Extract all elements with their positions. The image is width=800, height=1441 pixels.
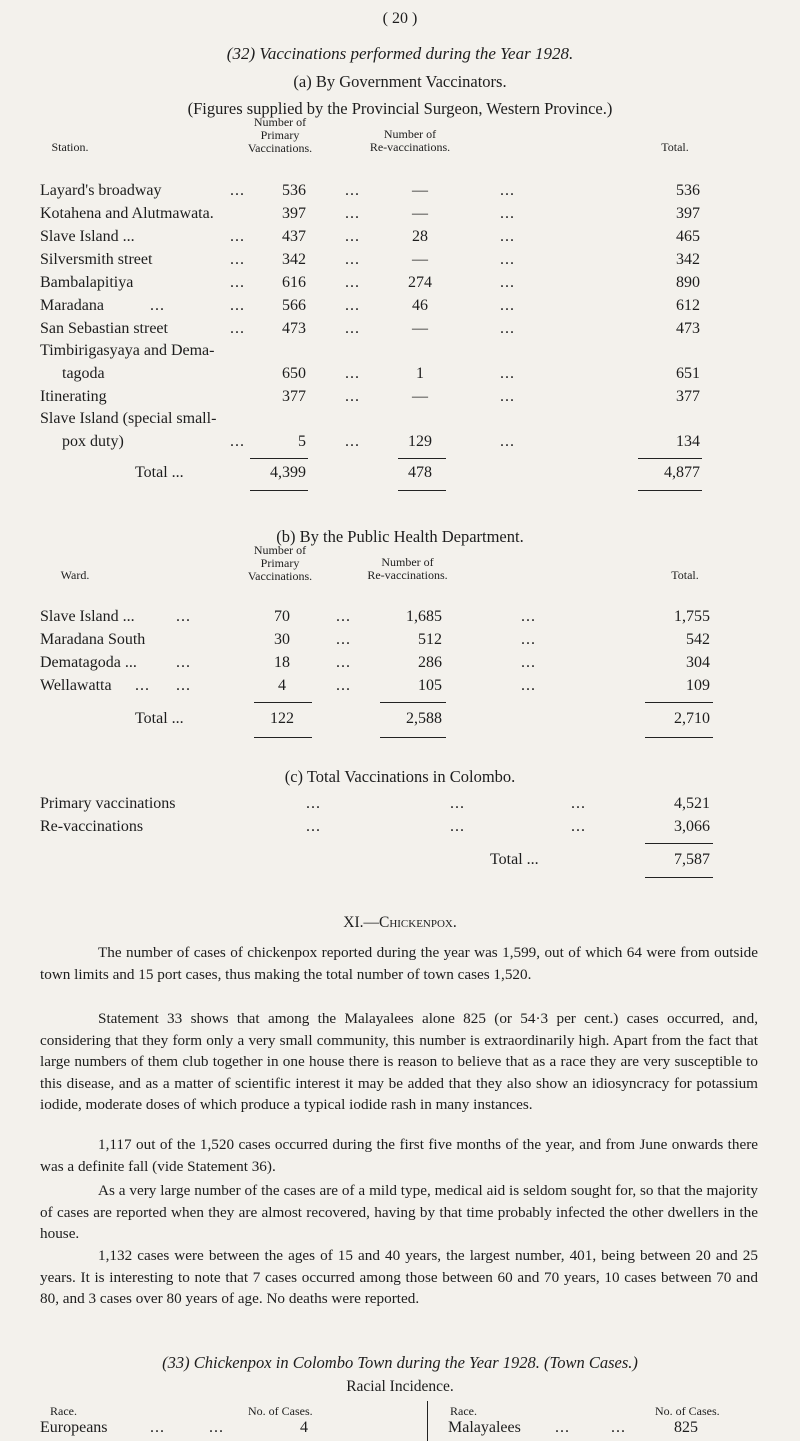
col-header-revacc: Number of Re-vaccinations. (367, 555, 448, 582)
rule (250, 458, 308, 459)
paragraph: The number of cases of chickenpox reported during the year was 1,599, out of which 64 were from outside town limits and 15 port cases, thus making the total number of town cases 1,520. (40, 944, 758, 983)
total-primary: 122 (270, 710, 294, 727)
row-total: 109 (686, 677, 710, 694)
table-row-label-line (0, 342, 800, 364)
table-row: Itinerating 377 ... — ... 377 (40, 388, 700, 405)
row-label: Maradana (40, 297, 104, 314)
row-primary: 536 (282, 182, 306, 199)
col-header-race: Race. (50, 1404, 77, 1418)
row-total: 377 (676, 388, 700, 405)
col-header-primary: Number of Primary Vaccinations. (247, 115, 313, 155)
rule (250, 490, 308, 491)
col-header-cases: No. of Cases. (248, 1404, 313, 1418)
row-revacc: 129 (408, 433, 432, 450)
row-revacc: 1 (416, 365, 424, 382)
row-value: 4,521 (674, 795, 710, 812)
section-c-title: (c) Total Vaccinations in Colombo. (284, 767, 516, 786)
total-primary: 4,399 (270, 464, 306, 481)
row-primary: 4 (278, 677, 286, 694)
row-label: Maradana South (40, 631, 146, 648)
row-total: 890 (676, 274, 700, 291)
row-revacc: 1,685 (406, 608, 442, 625)
row-total: 342 (676, 251, 700, 268)
race-name: Europeans (40, 1419, 108, 1436)
row-label: Bambalapitiya (40, 274, 134, 291)
row-label: Dematagoda ... (40, 654, 137, 671)
row-total: 134 (676, 433, 700, 450)
col-header-revacc: Number of Re-vaccinations. (369, 127, 451, 154)
row-label: pox duty) (62, 433, 124, 450)
rule (380, 702, 446, 703)
paragraph: As a very large number of the cases are of a mild type, medical aid is seldom sought for, so that the majority of cases are reported when they are almost recovered, having by that time probably infected the other dwellers in the house. (40, 1182, 758, 1242)
col-header-primary: Number of Primary Vaccinations. (247, 543, 313, 583)
row-primary: 30 (274, 631, 290, 648)
row-label: Slave Island ... (40, 608, 135, 625)
row-revacc: — (412, 388, 428, 405)
row-total: 1,755 (674, 608, 710, 625)
row-total: 473 (676, 320, 700, 337)
table-row: Maradana ... ... 566 ... 46 ... 612 (40, 297, 700, 314)
total-total: 4,877 (664, 464, 700, 481)
rule (398, 458, 446, 459)
rule (638, 490, 702, 491)
row-revacc: 274 (408, 274, 432, 291)
row-primary: 70 (274, 608, 290, 625)
row-label: San Sebastian street (40, 320, 168, 337)
table-row: Primary vaccinations ... ... ... 4,521 (40, 795, 710, 812)
page-number: ( 20 ) (382, 10, 418, 27)
row-primary: 342 (282, 251, 306, 268)
table-row: Kotahena and Alutmawata. 397 ... — ... 397 (40, 205, 700, 222)
table-row: Re-vaccinations ... ... ... 3,066 (40, 818, 710, 835)
row-total: 536 (676, 182, 700, 199)
table-row: Wellawatta ... ... 4 ... 105 ... 109 (40, 677, 710, 694)
total-label: Total ... (135, 710, 184, 727)
row-revacc: — (412, 182, 428, 199)
row-primary: 616 (282, 274, 306, 291)
row-primary: 18 (274, 654, 290, 671)
total-revacc: 2,588 (406, 710, 442, 727)
col-header-race-right: Race. (450, 1404, 477, 1418)
table-row: Dematagoda ... ... 18 ... 286 ... 304 (40, 654, 710, 671)
paragraph: Statement 33 shows that among the Malayalees alone 825 (or 54·3 per cent.) cases occurred, and, considering that they form only a very small community, this number is extraordinarily high. Apart from the fact that large numbers of them club together in one house there is reason to believe that as a race they are very susceptible to this disease, and as a matter of scientific interest it may be added that they also show an idiosyncracy for potassium iodide, moderate doses of which produce a typical iodide rash in many instances. (40, 1010, 758, 1113)
row-revacc: — (412, 251, 428, 268)
table-row: San Sebastian street ... 473 ... — ... 473 (40, 320, 700, 337)
row-label: Re-vaccinations (40, 818, 144, 835)
total-row (0, 464, 800, 486)
table-row: Silversmith street ... 342 ... — ... 342 (40, 251, 700, 268)
row-total: 465 (676, 228, 700, 245)
row-label: Slave Island ... (40, 228, 135, 245)
row-revacc: 28 (412, 228, 428, 245)
col-header-total: Total. (661, 140, 689, 154)
row-total: 612 (676, 297, 700, 314)
table-row: Slave Island ... ... 437 ... 28 ... 465 (40, 228, 700, 245)
row-revacc: 286 (418, 654, 442, 671)
row-revacc: — (412, 205, 428, 222)
col-header-station: Station. (51, 140, 89, 154)
row-total: 651 (676, 365, 700, 382)
row-primary: 473 (282, 320, 306, 337)
section-xi-heading: XI.—Chickenpox. (343, 914, 457, 931)
table-row-label-line (0, 410, 800, 432)
section-a-subtitle: (a) By Government Vaccinators. (293, 72, 507, 91)
row-total: 304 (686, 654, 710, 671)
row-total: 397 (676, 205, 700, 222)
total-total: 2,710 (674, 710, 710, 727)
row-total: 542 (686, 631, 710, 648)
section-33-subtitle: Racial Incidence. (346, 1378, 454, 1395)
total-label: Total ... (490, 851, 539, 868)
total-value: 7,587 (674, 851, 710, 868)
table-row: Bambalapitiya ... 616 ... 274 ... 890 (40, 274, 700, 291)
rule (380, 737, 446, 738)
col-header-cases-right: No. of Cases. (655, 1404, 720, 1418)
rule (254, 702, 312, 703)
col-header-ward: Ward. (60, 568, 90, 582)
race-name: Malayalees (448, 1419, 521, 1436)
rule (645, 737, 713, 738)
row-label: Itinerating (40, 388, 107, 405)
rule (254, 737, 312, 738)
paragraph: 1,132 cases were between the ages of 15 and 40 years, the largest number, 401, being between 20 and 25 years. It is interesting to note that 7 cases occurred among those between 60 and 70 years, 10 cases between 70 and 80, and 3 cases over 80 years of age. No deaths were reported. (40, 1247, 758, 1307)
total-revacc: 478 (408, 464, 432, 481)
race-cases: 4 (300, 1419, 308, 1436)
source-note: (Figures supplied by the Provincial Surgeon, Western Province.) (187, 99, 613, 118)
total-label: Total ... (135, 464, 184, 481)
row-revacc: — (412, 320, 428, 337)
rule (638, 458, 702, 459)
table-row: Slave Island ... ... 70 ... 1,685 ... 1,755 (40, 608, 710, 625)
row-primary: 650 (282, 365, 306, 382)
row-label-line1: Slave Island (special small- (40, 410, 217, 427)
table-row: Layard's broadway ... 536 ... — ... 536 (40, 182, 700, 199)
rule (645, 843, 713, 844)
row-label-line1: Timbirigasyaya and Dema- (40, 342, 215, 359)
row-label: Layard's broadway (40, 182, 162, 199)
table-row: pox duty) ... 5 ... 129 ... 134 (62, 433, 700, 450)
total-row (0, 851, 800, 873)
table-row: Europeans ... ... 4 Malayalees ... ... 825 (40, 1419, 698, 1436)
rule (398, 490, 446, 491)
section-b-title: (b) By the Public Health Department. (276, 527, 524, 546)
race-cases: 825 (674, 1419, 698, 1436)
row-revacc: 105 (418, 677, 442, 694)
row-primary: 397 (282, 205, 306, 222)
section-33-title: (33) Chickenpox in Colombo Town during the Year 1928. (Town Cases.) (162, 1353, 638, 1372)
paragraph: 1,117 out of the 1,520 cases occurred during the first five months of the year, and from June onwards there was a definite fall (vide Statement 36). (40, 1136, 758, 1175)
total-row (0, 710, 800, 732)
row-revacc: 512 (418, 631, 442, 648)
row-primary: 437 (282, 228, 306, 245)
table-row: Maradana South 30 ... 512 ... 542 (40, 631, 710, 648)
row-label: Kotahena and Alutmawata. (40, 205, 214, 222)
row-primary: 5 (298, 433, 306, 450)
row-label: tagoda (62, 365, 105, 382)
row-revacc: 46 (412, 297, 428, 314)
row-value: 3,066 (674, 818, 710, 835)
row-label: Wellawatta (40, 677, 112, 694)
row-label: Primary vaccinations (40, 795, 176, 812)
row-primary: 566 (282, 297, 306, 314)
rule (645, 702, 713, 703)
rule (645, 877, 713, 878)
row-label: Silversmith street (40, 251, 153, 268)
col-header-total: Total. (671, 568, 699, 582)
table-row: tagoda 650 ... 1 ... 651 (62, 365, 700, 382)
row-primary: 377 (282, 388, 306, 405)
section-32-title: (32) Vaccinations performed during the Year 1928. (226, 44, 574, 63)
